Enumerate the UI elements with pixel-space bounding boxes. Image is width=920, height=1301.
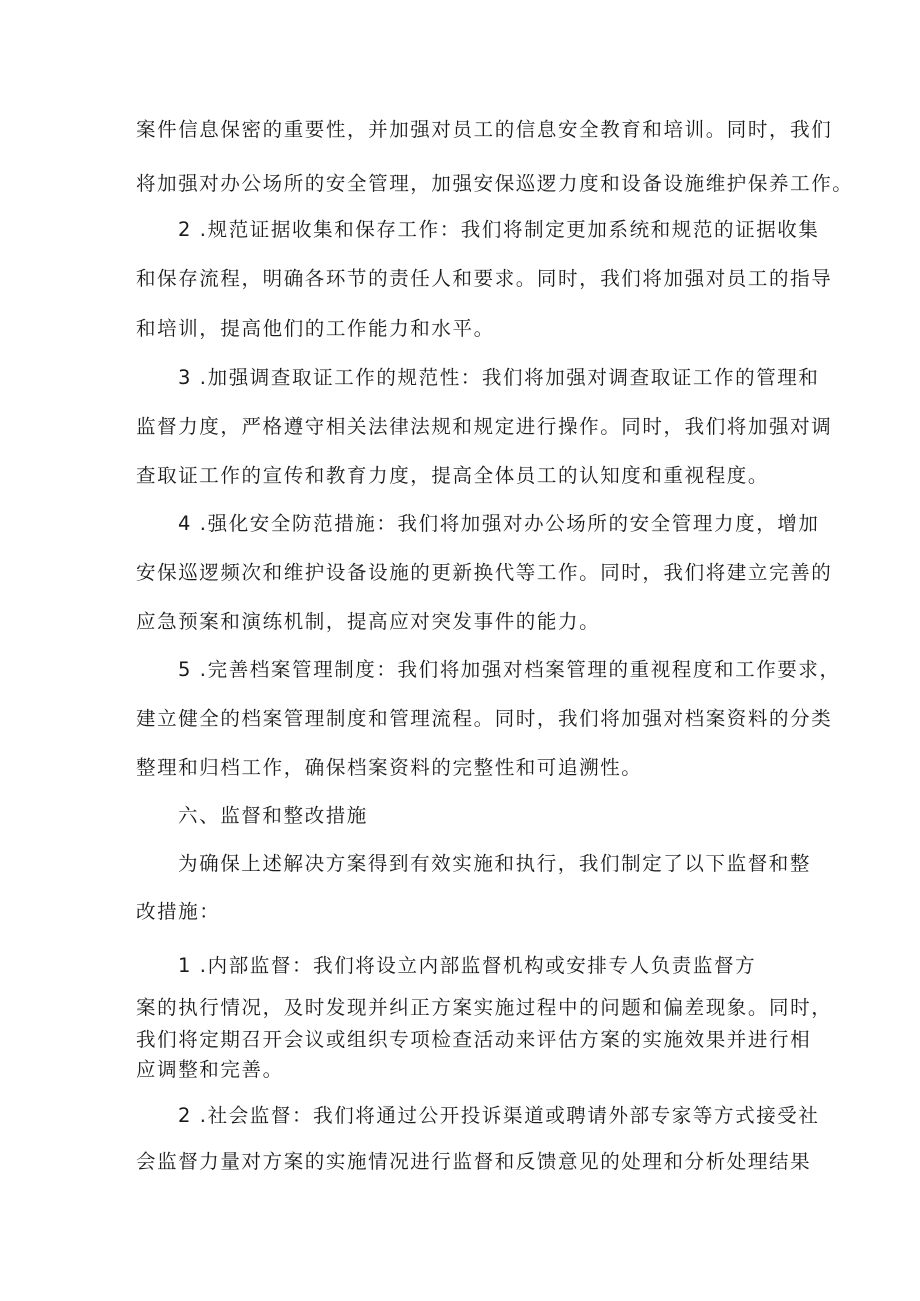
paragraph-line: 应急预案和演练机制，提高应对突发事件的能力。 [136, 610, 601, 633]
paragraph-line: 查取证工作的宣传和教育力度，提高全体员工的认知度和重视程度。 [136, 464, 770, 487]
paragraph-line: 监督力度，严格遵守相关法律法规和规定进行操作。同时，我们将加强对调 [136, 415, 833, 438]
paragraph-line: 会监督力量对方案的实施情况进行监督和反馈意见的处理和分析处理结果 [136, 1150, 812, 1173]
list-item-line: 2 .规范证据收集和保存工作：我们将制定更加系统和规范的证据收集 [178, 218, 820, 241]
list-item-line: 4 .强化安全防范措施：我们将加强对办公场所的安全管理力度，增加 [178, 512, 820, 535]
list-item-line: 5 .完善档案管理制度：我们将加强对档案管理的重视程度和工作要求， [178, 658, 841, 681]
paragraph-line: 应调整和完善。 [136, 1058, 284, 1081]
paragraph-line: 案件信息保密的重要性，并加强对员工的信息安全教育和培训。同时，我们 [136, 118, 833, 141]
paragraph-line: 和保存流程，明确各环节的责任人和要求。同时，我们将加强对员工的指导 [136, 267, 833, 290]
paragraph-line: 为确保上述解决方案得到有效实施和执行，我们制定了以下监督和整 [178, 852, 812, 875]
paragraph-line: 和培训，提高他们的工作能力和水平。 [136, 317, 495, 340]
paragraph-line: 改措施： [136, 900, 221, 923]
paragraph-line: 我们将定期召开会议或组织专项检查活动来评估方案的实施效果并进行相 [136, 1028, 812, 1051]
paragraph-line: 整理和归档工作，确保档案资料的完整性和可追溯性。 [136, 756, 643, 779]
list-item-line: 2 .社会监督：我们将通过公开投诉渠道或聘请外部专家等方式接受社 [178, 1104, 820, 1127]
paragraph-line: 将加强对办公场所的安全管理，加强安保巡逻力度和设备设施维护保养工作。 [136, 172, 854, 195]
paragraph-line: 安保巡逻频次和维护设备设施的更新换代等工作。同时，我们将建立完善的 [136, 561, 833, 584]
list-item-line: 1 .内部监督：我们将设立内部监督机构或安排专人负责监督方 [178, 954, 757, 977]
paragraph-line: 建立健全的档案管理制度和管理流程。同时，我们将加强对档案资料的分类 [136, 707, 833, 730]
section-heading: 六、监督和整改措施 [178, 804, 368, 827]
list-item-line: 3 .加强调查取证工作的规范性：我们将加强对调查取证工作的管理和 [178, 366, 820, 389]
paragraph-line: 案的执行情况，及时发现并纠正方案实施过程中的问题和偏差现象。同时， [136, 996, 833, 1019]
